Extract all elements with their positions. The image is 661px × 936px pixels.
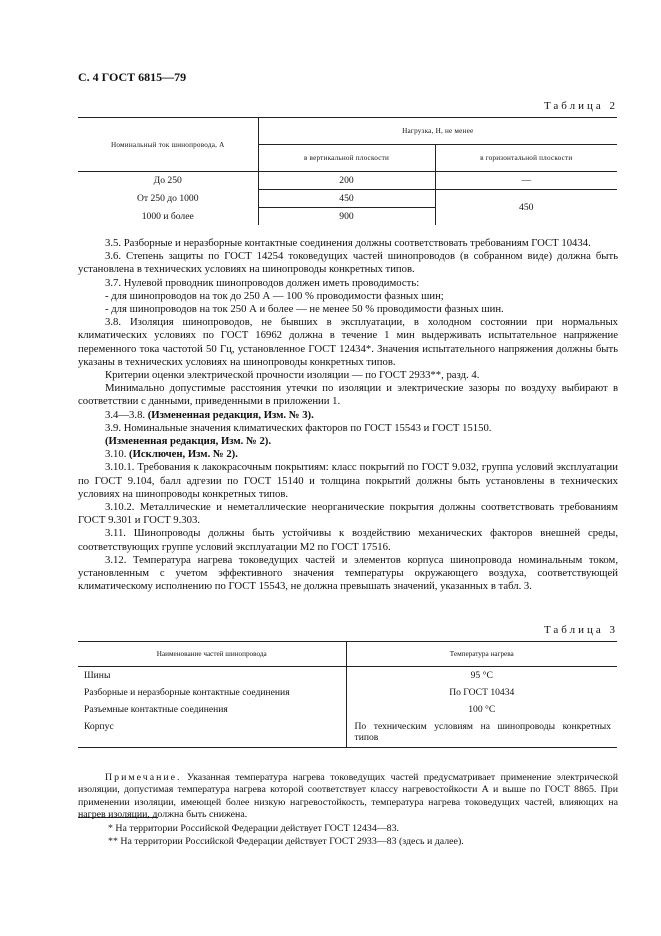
table2-cell-current: До 250 xyxy=(153,175,182,187)
paragraph-3-6: 3.6. Степень защиты по ГОСТ 14254 токоведущих частей шинопроводов (в собранном виде) должна быть установлена в технических условиях на шинопроводы конкретных типов. xyxy=(78,250,618,276)
table2-cell-current: От 250 до 1000 xyxy=(136,193,199,204)
table3-header-temp: Температура нагрева xyxy=(346,642,617,667)
paragraph-3-7-b: - для шинопроводов на ток 250 А и более — не менее 50 % проводимости фазных шин. xyxy=(105,303,504,316)
paragraph-3-5: 3.5. Разборные и неразборные контактные соединения должны соответствовать требованиям ГОСТ 10434. xyxy=(105,237,591,249)
table2-cell-vertical: 900 xyxy=(258,208,435,226)
table2-cell-vertical: 200 xyxy=(258,172,435,190)
table-row xyxy=(78,190,617,208)
excluded-note: (Исключен, Изм. № 2). xyxy=(129,448,238,461)
table2-header-vertical: в вертикальной плоскости xyxy=(258,145,435,172)
note-text: Указанная температура нагрева токоведущих частей предусматривает применение электрической изоляции, допустимая температура нагрева которой соответствует классу нагревостойкости А и выше по ГОСТ 8865. При применении изоляции, имеющей более низкую нагревостойкость, температура нагрева токоведущих частей, влияющих на нагрев изоляции, должна быть снижена. xyxy=(78,772,618,821)
clause-number: 3.10. xyxy=(105,448,130,461)
paragraph-3-7: 3.7. Нулевой проводник шинопроводов должен иметь проводимость: xyxy=(105,276,420,289)
table-row xyxy=(78,684,617,701)
paragraph-3-8: 3.8. Изоляция шинопроводов, не бывших в эксплуатации, в холодном состоянии при нормальных климатических условиях по ГОСТ 16962 должна в течение 1 мин выдерживать испытательное напряжение переменного тока частотой 50 Гц, установленное ГОСТ 12434*. Значения испытательного напряжения должны быть указаны в технических условиях на шинопроводы конкретных типов. xyxy=(78,316,618,368)
paragraph-3-12: 3.12. Температура нагрева токоведущих частей и элементов корпуса шинопровода номинальным током, установленным с учетом эффективного значения температуры окружающего воздуха, соответствующей климатическому исполнению по ГОСТ 15543, не должна превышать значений, указанных в табл. 3. xyxy=(78,553,618,593)
footnote-divider xyxy=(78,817,158,818)
table2-cell-current: 1000 и более xyxy=(141,210,194,222)
table3-caption: Таблица 3 xyxy=(543,624,618,636)
paragraph-3-8-clearances: Минимально допустимые расстояния утечки по изоляции и электрические зазоры по воздуху выбирают в соответствии с данными, приведенными в приложении 1. xyxy=(78,382,618,408)
table-row xyxy=(78,701,617,718)
table-row xyxy=(78,172,617,190)
footnotes xyxy=(78,822,618,848)
paragraph-3-7-a: - для шинопроводов на ток до 250 А — 100 % проводимости фазных шин; xyxy=(105,289,444,302)
paragraph-3-10 xyxy=(78,448,618,461)
paragraph-3-9-amendment: (Измененная редакция, Изм. № 2). xyxy=(105,435,272,448)
table3-cell-part: Разборные и неразборные контактные соединения xyxy=(84,687,290,698)
paragraph-3-9: 3.9. Номинальные значения климатических факторов по ГОСТ 15543 и ГОСТ 15150. xyxy=(105,421,492,434)
table2-cell-horizontal: — xyxy=(435,172,617,190)
table3-note xyxy=(78,772,618,822)
footnote-1: * На территории Российской Федерации действует ГОСТ 12434—83. xyxy=(108,823,399,834)
table3-cell-part: Шины xyxy=(84,670,111,681)
table-row xyxy=(78,718,617,748)
paragraph-3-10-2: 3.10.2. Металлические и неметаллические неорганические покрытия должны соответствовать требованиям ГОСТ 9.301 и ГОСТ 9.303. xyxy=(78,501,618,527)
table2-header-horizontal: в горизонтальной плоскости xyxy=(435,145,617,172)
table2-cell-horizontal-merged: 450 xyxy=(435,190,617,226)
table3-cell-temp: 95 °С xyxy=(346,667,617,685)
table3 xyxy=(78,641,617,748)
amendment-number: 3.4—3.8. xyxy=(105,408,148,421)
paragraph-3-11: 3.11. Шинопроводы должны быть устойчивы к воздействию механических факторов внешней среды, соответствующих группе условий эксплуатации М2 по ГОСТ 17516. xyxy=(78,527,618,553)
paragraph-3-8-criteria: Критерии оценки электрической прочности изоляции — по ГОСТ 2933**, разд. 4. xyxy=(105,369,480,382)
amendment-note: (Измененная редакция, Изм. № 3). xyxy=(147,408,314,421)
table3-cell-part: Корпус xyxy=(78,718,346,748)
table2 xyxy=(78,117,617,225)
table2-caption: Таблица 2 xyxy=(543,100,618,112)
table2-cell-vertical: 450 xyxy=(258,190,435,208)
note-label: Примечание. xyxy=(105,772,182,783)
paragraph-3-10-1: 3.10.1. Требования к лакокрасочным покрытиям: класс покрытий по ГОСТ 9.032, группа условий эксплуатации по ГОСТ 9.104, балл адгезии по ГОСТ 15140 и толщина покрытий должны быть установлены в технических условиях на шинопроводы конкретных типов. xyxy=(78,461,618,500)
table3-cell-temp: По техническим условиям на шинопроводы конкретных типов xyxy=(346,718,617,748)
table3-cell-part: Разъемные контактные соединения xyxy=(84,704,228,715)
table3-cell-temp: По ГОСТ 10434 xyxy=(346,684,617,701)
table-row xyxy=(78,667,617,685)
table2-header-load: Нагрузка, Н, не менее xyxy=(258,118,617,145)
page-header: С. 4 ГОСТ 6815—79 xyxy=(78,70,187,84)
table3-cell-temp: 100 °С xyxy=(346,701,617,718)
table3-header-part: Наименование частей шинопровода xyxy=(78,642,346,667)
body-text-section-3 xyxy=(78,237,618,593)
table2-header-current: Номинальный ток шинопровода, А xyxy=(78,118,258,172)
paragraph-3-4-3-8-amendment xyxy=(78,409,618,422)
footnote-2: ** На территории Российской Федерации действует ГОСТ 2933—83 (здесь и далее). xyxy=(108,836,464,847)
